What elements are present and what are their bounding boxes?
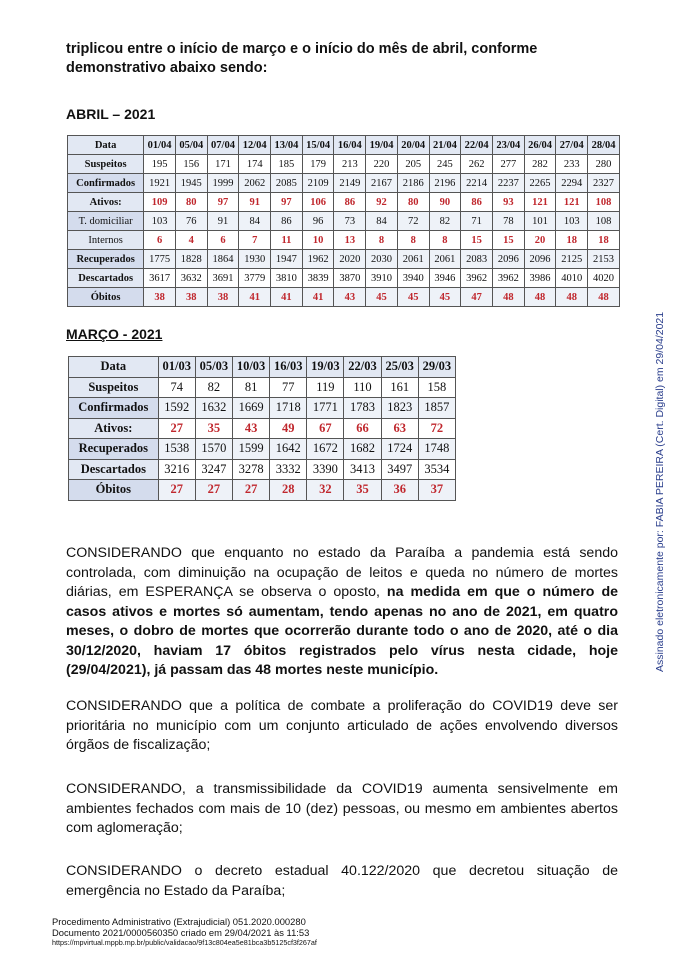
table-cell: 3534 bbox=[418, 459, 455, 480]
table-cell: 103 bbox=[556, 212, 588, 231]
table-cell: 97 bbox=[207, 193, 239, 212]
table-cell: 1945 bbox=[175, 174, 207, 193]
table-cell: 3278 bbox=[233, 459, 270, 480]
table-cell: 28 bbox=[270, 480, 307, 501]
electronic-signature-note: Assinado eletronicamente por: FABIA PEREIRA (Cert. Digital) em 29/04/2021 bbox=[654, 311, 666, 672]
date-header: 05/03 bbox=[195, 357, 232, 378]
table-cell: 121 bbox=[524, 193, 556, 212]
table-row bbox=[68, 250, 620, 269]
table-cell: 185 bbox=[271, 155, 303, 174]
table-cell: 195 bbox=[144, 155, 176, 174]
table-cell: 8 bbox=[397, 231, 429, 250]
table-row bbox=[68, 155, 620, 174]
table-row bbox=[69, 459, 456, 480]
row-label: Descartados bbox=[69, 459, 159, 480]
table-cell: 38 bbox=[175, 288, 207, 307]
date-header: 27/04 bbox=[556, 136, 588, 155]
table-cell: 37 bbox=[418, 480, 455, 501]
row-label: Suspeitos bbox=[68, 155, 144, 174]
table-cell: 96 bbox=[302, 212, 334, 231]
table-cell: 2153 bbox=[588, 250, 620, 269]
table-cell: 3946 bbox=[429, 269, 461, 288]
table-cell: 82 bbox=[195, 377, 232, 398]
table-header-row bbox=[69, 357, 456, 378]
table-cell: 72 bbox=[418, 418, 455, 439]
table-cell: 1538 bbox=[158, 439, 195, 460]
table-cell: 18 bbox=[556, 231, 588, 250]
table-cell: 1771 bbox=[307, 398, 344, 419]
table-cell: 205 bbox=[397, 155, 429, 174]
table-cell: 1669 bbox=[233, 398, 270, 419]
table-cell: 282 bbox=[524, 155, 556, 174]
date-header: 01/04 bbox=[144, 136, 176, 155]
marco-table bbox=[68, 356, 456, 501]
table-cell: 179 bbox=[302, 155, 334, 174]
table-cell: 161 bbox=[381, 377, 418, 398]
table-cell: 91 bbox=[207, 212, 239, 231]
table-row bbox=[68, 269, 620, 288]
table-row bbox=[69, 377, 456, 398]
table-cell: 220 bbox=[366, 155, 398, 174]
abril-table bbox=[67, 135, 620, 307]
table-cell: 233 bbox=[556, 155, 588, 174]
table-cell: 2149 bbox=[334, 174, 366, 193]
table-cell: 280 bbox=[588, 155, 620, 174]
table-cell: 101 bbox=[524, 212, 556, 231]
table-cell: 2096 bbox=[492, 250, 524, 269]
table-cell: 1672 bbox=[307, 439, 344, 460]
table-cell: 35 bbox=[195, 418, 232, 439]
date-header: 26/04 bbox=[524, 136, 556, 155]
marco-title: MARÇO - 2021 bbox=[66, 326, 163, 342]
table-row bbox=[68, 193, 620, 212]
table-cell: 27 bbox=[158, 480, 195, 501]
date-header: 21/04 bbox=[429, 136, 461, 155]
table-row bbox=[69, 418, 456, 439]
table-cell: 1724 bbox=[381, 439, 418, 460]
table-cell: 8 bbox=[429, 231, 461, 250]
table-cell: 43 bbox=[233, 418, 270, 439]
row-label: T. domiciliar bbox=[68, 212, 144, 231]
table-cell: 1682 bbox=[344, 439, 381, 460]
date-header: 22/04 bbox=[461, 136, 493, 155]
table-cell: 63 bbox=[381, 418, 418, 439]
table-cell: 93 bbox=[492, 193, 524, 212]
table-cell: 86 bbox=[334, 193, 366, 212]
row-label: Recuperados bbox=[68, 250, 144, 269]
table-cell: 1592 bbox=[158, 398, 195, 419]
table-cell: 6 bbox=[207, 231, 239, 250]
table-cell: 32 bbox=[307, 480, 344, 501]
table-cell: 84 bbox=[239, 212, 271, 231]
table-cell: 86 bbox=[461, 193, 493, 212]
date-header: 19/04 bbox=[366, 136, 398, 155]
table-cell: 13 bbox=[334, 231, 366, 250]
row-label: Confirmados bbox=[68, 174, 144, 193]
row-label: Suspeitos bbox=[69, 377, 159, 398]
date-header: 23/04 bbox=[492, 136, 524, 155]
table-cell: 20 bbox=[524, 231, 556, 250]
table-cell: 7 bbox=[239, 231, 271, 250]
paragraph-considerando-4: CONSIDERANDO o decreto estadual 40.122/2020 que decretou situação de emergência no Estado da Paraíba; bbox=[66, 863, 618, 899]
intro-paragraph: triplicou entre o início de março e o início do mês de abril, conforme demonstrativo abaixo sendo: bbox=[66, 41, 538, 76]
table-cell: 3839 bbox=[302, 269, 334, 288]
row-label: Confirmados bbox=[69, 398, 159, 419]
table-cell: 90 bbox=[429, 193, 461, 212]
table-cell: 3617 bbox=[144, 269, 176, 288]
row-label: Recuperados bbox=[69, 439, 159, 460]
table-cell: 1642 bbox=[270, 439, 307, 460]
table-cell: 2237 bbox=[492, 174, 524, 193]
table-cell: 1783 bbox=[344, 398, 381, 419]
table-cell: 1930 bbox=[239, 250, 271, 269]
table-cell: 3870 bbox=[334, 269, 366, 288]
table-cell: 3247 bbox=[195, 459, 232, 480]
date-header: 28/04 bbox=[588, 136, 620, 155]
table-cell: 35 bbox=[344, 480, 381, 501]
table-cell: 74 bbox=[158, 377, 195, 398]
table-cell: 4 bbox=[175, 231, 207, 250]
table-cell: 2265 bbox=[524, 174, 556, 193]
table-cell: 45 bbox=[429, 288, 461, 307]
date-header: 07/04 bbox=[207, 136, 239, 155]
table-cell: 27 bbox=[158, 418, 195, 439]
row-label: Ativos: bbox=[68, 193, 144, 212]
table-cell: 108 bbox=[588, 193, 620, 212]
table-cell: 2061 bbox=[429, 250, 461, 269]
document-footer bbox=[52, 917, 317, 949]
table-cell: 48 bbox=[492, 288, 524, 307]
table-cell: 1921 bbox=[144, 174, 176, 193]
date-header: 19/03 bbox=[307, 357, 344, 378]
table-cell: 2327 bbox=[588, 174, 620, 193]
table-cell: 3962 bbox=[461, 269, 493, 288]
table-cell: 41 bbox=[239, 288, 271, 307]
table-row bbox=[68, 174, 620, 193]
table-cell: 1947 bbox=[271, 250, 303, 269]
table-cell: 3497 bbox=[381, 459, 418, 480]
table-cell: 91 bbox=[239, 193, 271, 212]
table-cell: 2085 bbox=[271, 174, 303, 193]
table-cell: 4020 bbox=[588, 269, 620, 288]
table-cell: 2186 bbox=[397, 174, 429, 193]
table-cell: 41 bbox=[302, 288, 334, 307]
table-cell: 3216 bbox=[158, 459, 195, 480]
footer-validation-link[interactable]: https://mpvirtual.mppb.mp.br/public/validacao/9f13c804ea5e81bca3b5125cf3f267af bbox=[52, 938, 317, 948]
date-header: 15/04 bbox=[302, 136, 334, 155]
table-cell: 8 bbox=[366, 231, 398, 250]
table-header-row bbox=[68, 136, 620, 155]
table-cell: 1999 bbox=[207, 174, 239, 193]
table-cell: 1748 bbox=[418, 439, 455, 460]
table-cell: 18 bbox=[588, 231, 620, 250]
table-cell: 1599 bbox=[233, 439, 270, 460]
table-cell: 2196 bbox=[429, 174, 461, 193]
table-cell: 2083 bbox=[461, 250, 493, 269]
table-cell: 48 bbox=[556, 288, 588, 307]
abril-title: ABRIL – 2021 bbox=[66, 106, 156, 122]
table-cell: 3632 bbox=[175, 269, 207, 288]
table-cell: 6 bbox=[144, 231, 176, 250]
table-cell: 2294 bbox=[556, 174, 588, 193]
table-cell: 1718 bbox=[270, 398, 307, 419]
table-cell: 277 bbox=[492, 155, 524, 174]
table-cell: 80 bbox=[175, 193, 207, 212]
table-cell: 76 bbox=[175, 212, 207, 231]
table-cell: 36 bbox=[381, 480, 418, 501]
table-cell: 171 bbox=[207, 155, 239, 174]
date-header: 10/03 bbox=[233, 357, 270, 378]
date-header: 05/04 bbox=[175, 136, 207, 155]
table-cell: 103 bbox=[144, 212, 176, 231]
row-label: Óbitos bbox=[68, 288, 144, 307]
table-cell: 73 bbox=[334, 212, 366, 231]
table-cell: 2125 bbox=[556, 250, 588, 269]
table-cell: 71 bbox=[461, 212, 493, 231]
table-cell: 1857 bbox=[418, 398, 455, 419]
table-cell: 80 bbox=[397, 193, 429, 212]
table-cell: 84 bbox=[366, 212, 398, 231]
table-row bbox=[69, 480, 456, 501]
table-cell: 45 bbox=[366, 288, 398, 307]
footer-procedure: Procedimento Administrativo (Extrajudicial) 051.2020.000280 bbox=[52, 916, 306, 927]
table-row bbox=[68, 212, 620, 231]
date-header: 16/04 bbox=[334, 136, 366, 155]
table-cell: 1632 bbox=[195, 398, 232, 419]
table-cell: 3779 bbox=[239, 269, 271, 288]
table-cell: 81 bbox=[233, 377, 270, 398]
table-cell: 1823 bbox=[381, 398, 418, 419]
table-cell: 48 bbox=[524, 288, 556, 307]
table-cell: 1962 bbox=[302, 250, 334, 269]
header-label: Data bbox=[68, 136, 144, 155]
table-cell: 15 bbox=[461, 231, 493, 250]
date-header: 25/03 bbox=[381, 357, 418, 378]
row-label: Óbitos bbox=[69, 480, 159, 501]
header-label: Data bbox=[69, 357, 159, 378]
table-cell: 119 bbox=[307, 377, 344, 398]
table-cell: 10 bbox=[302, 231, 334, 250]
table-row bbox=[68, 288, 620, 307]
table-cell: 47 bbox=[461, 288, 493, 307]
table-cell: 27 bbox=[195, 480, 232, 501]
table-cell: 3390 bbox=[307, 459, 344, 480]
table-cell: 3986 bbox=[524, 269, 556, 288]
table-cell: 1864 bbox=[207, 250, 239, 269]
table-cell: 1828 bbox=[175, 250, 207, 269]
p1-normal-text: CONSIDERANDO que enquanto no estado da Paraíba a pandemia está sendo controlada, com diminuição na ocupação de leitos e queda no número de mortes diárias, em ESPERANÇA se observa o oposto, bbox=[66, 545, 618, 600]
table-cell: 43 bbox=[334, 288, 366, 307]
row-label: Ativos: bbox=[69, 418, 159, 439]
table-cell: 1570 bbox=[195, 439, 232, 460]
table-cell: 2167 bbox=[366, 174, 398, 193]
table-cell: 213 bbox=[334, 155, 366, 174]
table-cell: 15 bbox=[492, 231, 524, 250]
table-cell: 3940 bbox=[397, 269, 429, 288]
table-cell: 2062 bbox=[239, 174, 271, 193]
table-cell: 108 bbox=[588, 212, 620, 231]
table-cell: 109 bbox=[144, 193, 176, 212]
table-row bbox=[68, 231, 620, 250]
table-cell: 121 bbox=[556, 193, 588, 212]
table-cell: 11 bbox=[271, 231, 303, 250]
table-cell: 77 bbox=[270, 377, 307, 398]
table-cell: 1775 bbox=[144, 250, 176, 269]
table-cell: 158 bbox=[418, 377, 455, 398]
table-cell: 3413 bbox=[344, 459, 381, 480]
table-cell: 78 bbox=[492, 212, 524, 231]
table-cell: 3962 bbox=[492, 269, 524, 288]
date-header: 01/03 bbox=[158, 357, 195, 378]
table-cell: 41 bbox=[271, 288, 303, 307]
date-header: 22/03 bbox=[344, 357, 381, 378]
table-cell: 3910 bbox=[366, 269, 398, 288]
paragraph-considerando-3: CONSIDERANDO, a transmissibilidade da COVID19 aumenta sensivelmente em ambientes fechados com mais de 10 (dez) pessoas, ou mesmo em ambientes abertos com aglomeração; bbox=[66, 781, 618, 836]
table-cell: 38 bbox=[207, 288, 239, 307]
table-row bbox=[69, 398, 456, 419]
table-cell: 97 bbox=[271, 193, 303, 212]
table-cell: 67 bbox=[307, 418, 344, 439]
p1-bold-text: na medida em que o número de casos ativos e mortes só aumentam, tendo apenas no ano de 2021, em quatro meses, o dobro de mortes que ocorrerão durante todo o ano de 2020, até o dia 30/12/2020, haviam 17 óbitos registrados pelo vírus nesta cidade, hoje (29/04/2021), já passam das 48 mortes neste município. bbox=[66, 584, 618, 678]
table-cell: 2030 bbox=[366, 250, 398, 269]
date-header: 12/04 bbox=[239, 136, 271, 155]
table-cell: 110 bbox=[344, 377, 381, 398]
table-cell: 27 bbox=[233, 480, 270, 501]
date-header: 13/04 bbox=[271, 136, 303, 155]
table-cell: 2020 bbox=[334, 250, 366, 269]
table-cell: 49 bbox=[270, 418, 307, 439]
paragraph-considerando-1 bbox=[66, 544, 618, 681]
paragraph-considerando-2: CONSIDERANDO que a política de combate a proliferação do COVID19 deve ser prioritária no município com um conjunto articulado de ações envolvendo diversos órgãos de fiscalização; bbox=[66, 698, 618, 753]
row-label: Internos bbox=[68, 231, 144, 250]
table-cell: 82 bbox=[429, 212, 461, 231]
table-cell: 3810 bbox=[271, 269, 303, 288]
table-cell: 45 bbox=[397, 288, 429, 307]
table-cell: 262 bbox=[461, 155, 493, 174]
table-cell: 3332 bbox=[270, 459, 307, 480]
table-cell: 48 bbox=[588, 288, 620, 307]
table-cell: 92 bbox=[366, 193, 398, 212]
date-header: 29/03 bbox=[418, 357, 455, 378]
table-cell: 2214 bbox=[461, 174, 493, 193]
date-header: 20/04 bbox=[397, 136, 429, 155]
table-cell: 3691 bbox=[207, 269, 239, 288]
footer-document: Documento 2021/0000560350 criado em 29/04/2021 às 11:53 bbox=[52, 926, 310, 938]
table-cell: 156 bbox=[175, 155, 207, 174]
table-cell: 106 bbox=[302, 193, 334, 212]
table-cell: 245 bbox=[429, 155, 461, 174]
table-row bbox=[69, 439, 456, 460]
table-cell: 38 bbox=[144, 288, 176, 307]
table-cell: 72 bbox=[397, 212, 429, 231]
date-header: 16/03 bbox=[270, 357, 307, 378]
table-cell: 66 bbox=[344, 418, 381, 439]
table-cell: 2061 bbox=[397, 250, 429, 269]
row-label: Descartados bbox=[68, 269, 144, 288]
table-cell: 174 bbox=[239, 155, 271, 174]
table-cell: 86 bbox=[271, 212, 303, 231]
table-cell: 2096 bbox=[524, 250, 556, 269]
table-cell: 4010 bbox=[556, 269, 588, 288]
table-cell: 2109 bbox=[302, 174, 334, 193]
